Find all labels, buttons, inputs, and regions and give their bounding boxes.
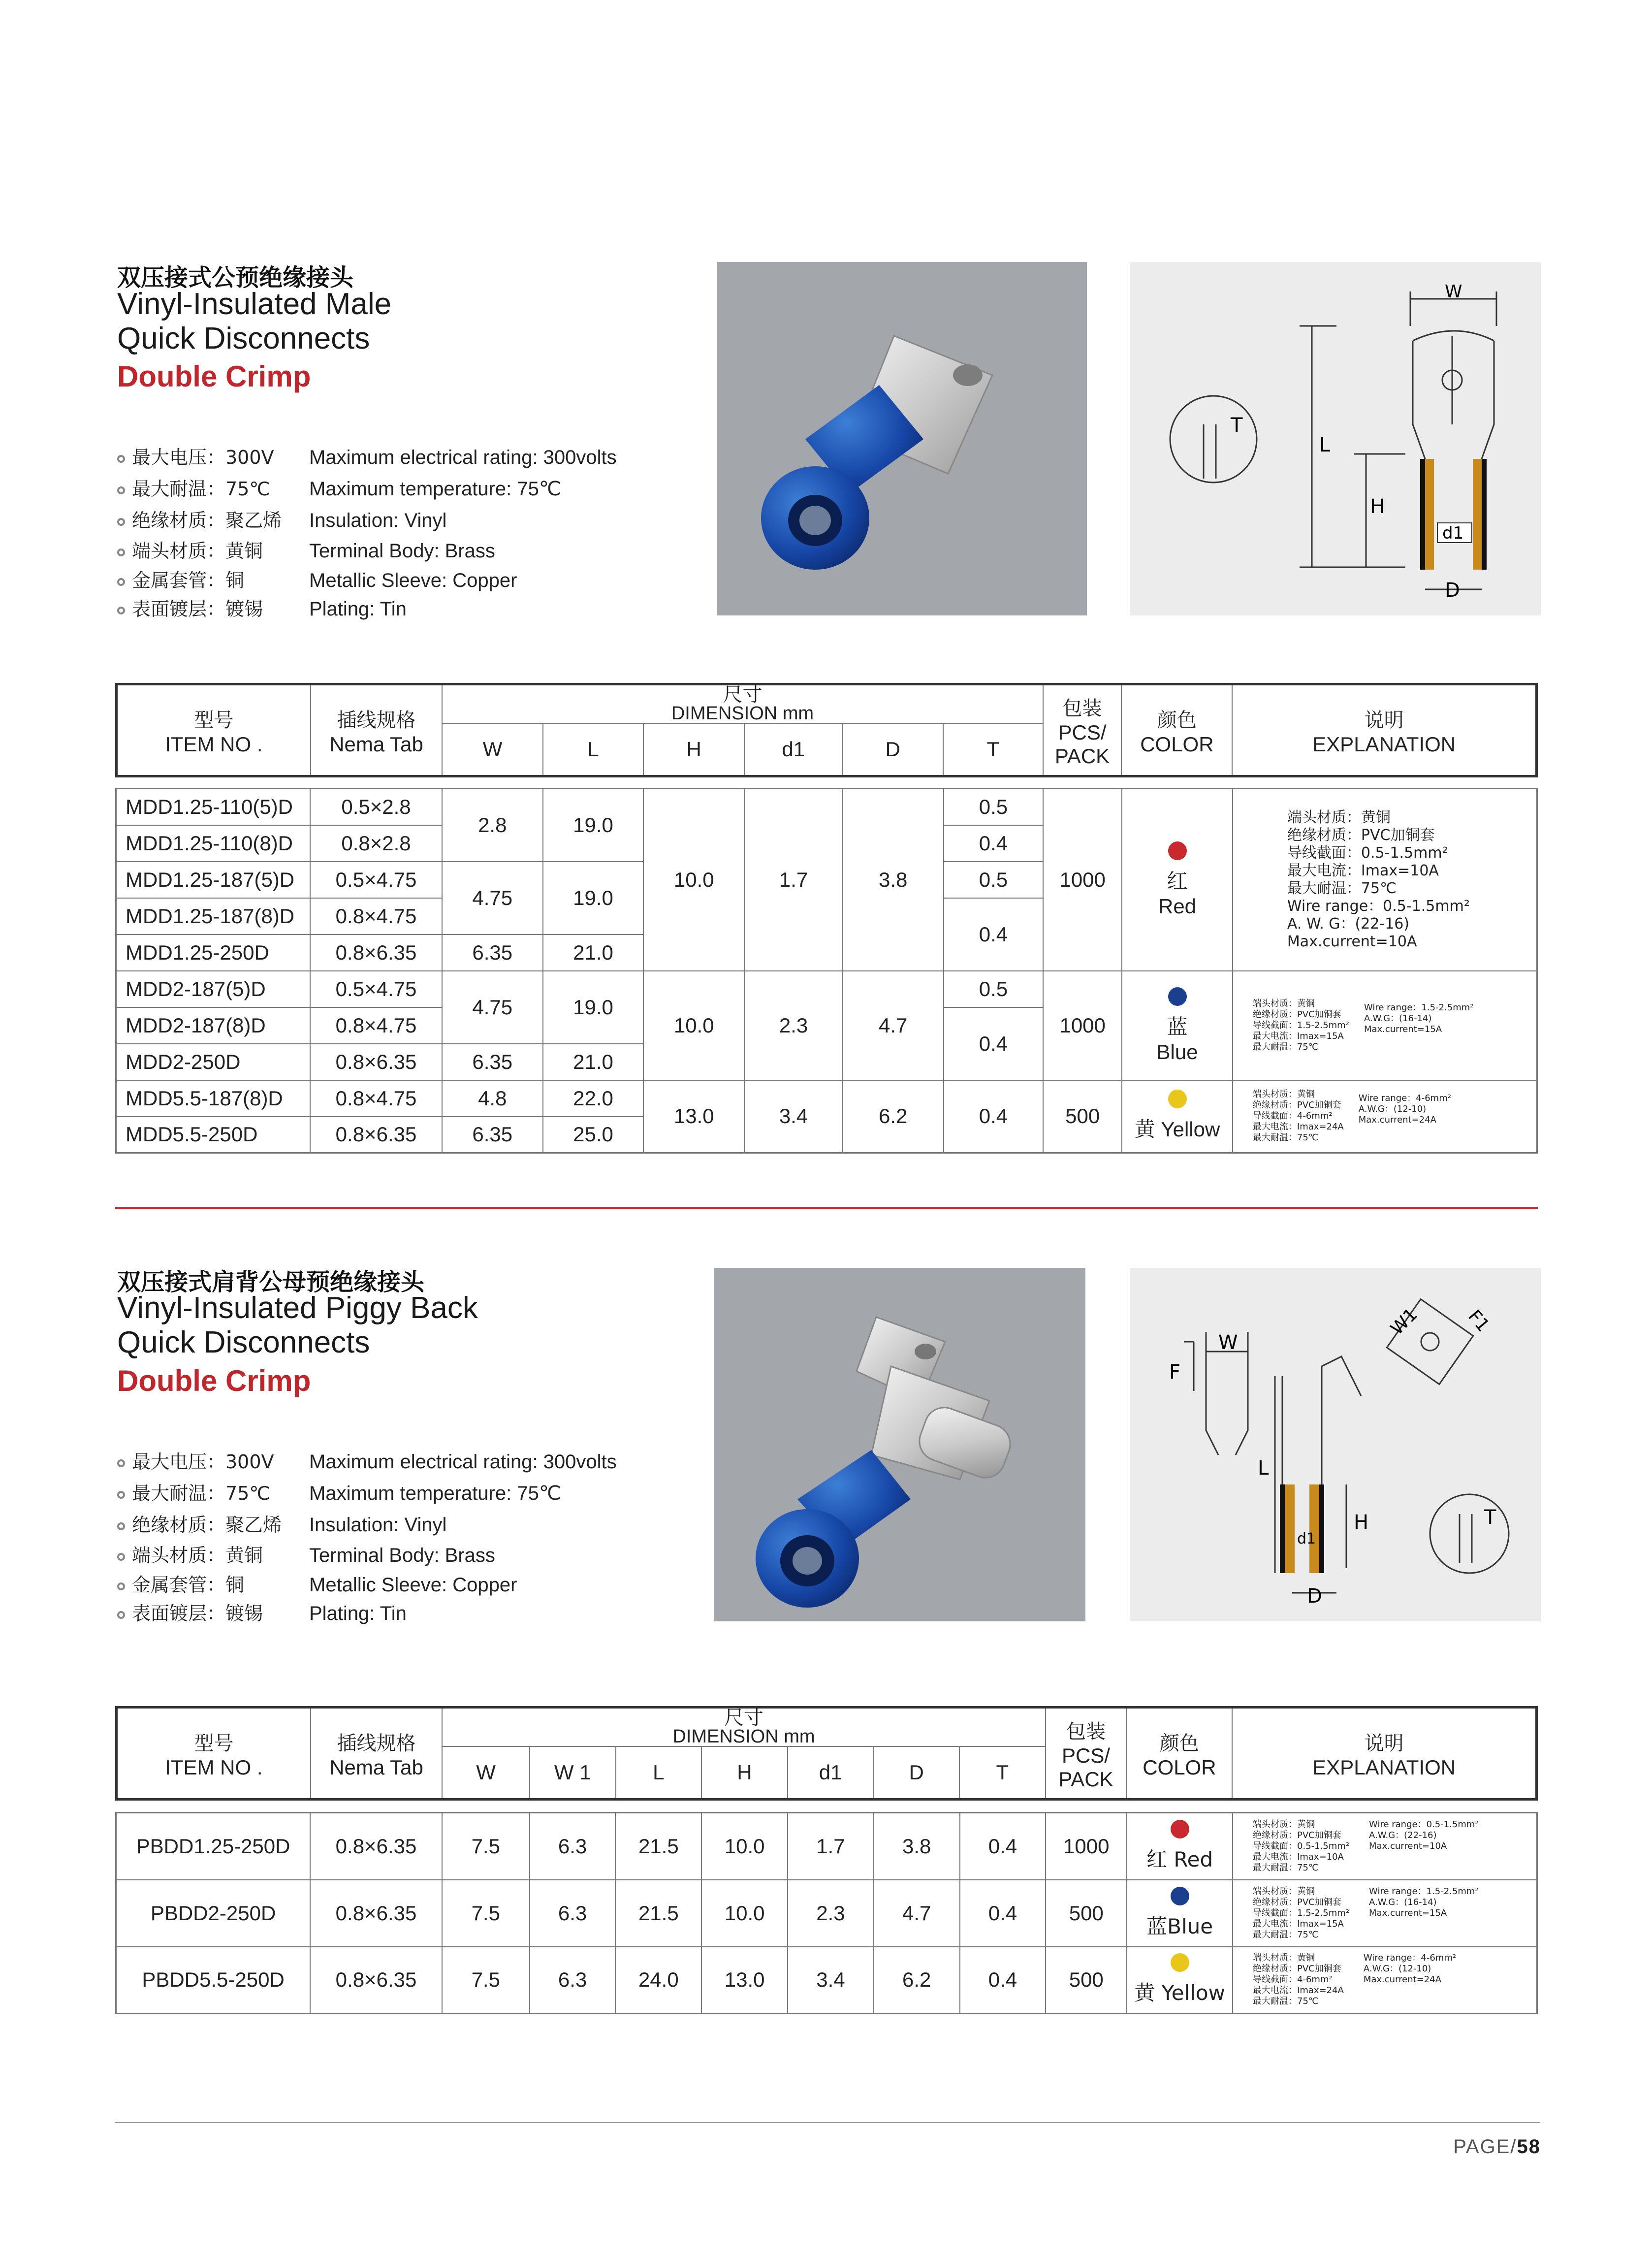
dim-d1: 2.3 (744, 971, 843, 1080)
item-no: MDD1.25-187(8)D (116, 898, 311, 935)
page-label: PAGE/ (1453, 2136, 1517, 2158)
color-cn: 蓝 (1167, 1014, 1188, 1039)
expl-line: 绝缘材质：PVC加铜套 (1253, 1830, 1341, 1840)
th-dim: d1 (788, 1746, 874, 1800)
spec-row (117, 594, 617, 622)
dim-h: 10.0 (643, 789, 744, 971)
table1-header (115, 683, 1538, 777)
th-item-en: ITEM NO . (165, 732, 263, 756)
male-disconnect-illustration (717, 262, 1087, 615)
spec-en: Maximum electrical rating: 300volts (309, 447, 617, 468)
dim-label-w1: W1 (1387, 1304, 1422, 1339)
item-no: MDD2-250D (116, 1044, 311, 1080)
th-nema (311, 684, 443, 776)
th-dim: H (701, 1746, 788, 1800)
spec-en: Terminal Body: Brass (309, 1545, 495, 1566)
nema-tab: 0.8×6.35 (310, 1947, 442, 2014)
dim-h: 10.0 (701, 1880, 788, 1947)
th-pack-en2: PACK (1054, 744, 1110, 768)
th-dim: D (873, 1746, 959, 1800)
th-nema-en: Nema Tab (329, 1755, 423, 1779)
section1-title-en-2: Quick Disconnects (117, 322, 370, 355)
expl-line: 端头材质：黄铜 (1252, 998, 1315, 1009)
dim-w: 4.75 (442, 971, 543, 1044)
expl-line: Wire range：4-6mm² (1363, 1953, 1457, 1964)
item-no: PBDD5.5-250D (116, 1947, 311, 2014)
expl-line: 端头材质：黄铜 (1287, 808, 1391, 826)
th-pack-cn: 包装 (1062, 697, 1102, 720)
dim-l: 19.0 (543, 971, 644, 1044)
dim-h: 13.0 (701, 1947, 788, 2014)
dim-d1: 2.3 (788, 1880, 874, 1947)
dim-t: 0.4 (960, 1813, 1046, 1880)
th-color (1121, 684, 1232, 776)
dim-w1: 6.3 (530, 1813, 616, 1880)
footer-divider (115, 2122, 1540, 2123)
th-pack (1046, 1708, 1127, 1800)
spec-cn: 金属套管：铜 (117, 1570, 309, 1597)
expl-line: 导线截面：1.5-2.5mm² (1252, 1020, 1349, 1031)
item-no: MDD1.25-250D (116, 935, 311, 971)
table1-body (115, 788, 1538, 1154)
spec-cn: 绝缘材质：聚乙烯 (117, 505, 309, 532)
th-color-en: COLOR (1143, 1755, 1216, 1779)
expl-line: 导线截面：0.5-1.5mm² (1253, 1840, 1350, 1851)
nema-tab: 0.8×6.35 (310, 1813, 442, 1880)
table-row (116, 789, 1537, 825)
th-expl-en: EXPLANATION (1312, 732, 1456, 756)
blue-dot-icon (1171, 1887, 1189, 1905)
dim-w: 2.8 (442, 789, 543, 862)
section1-title-en-1: Vinyl-Insulated Male (117, 287, 392, 321)
th-explanation (1232, 684, 1536, 776)
dim-label-d: D (1307, 1585, 1322, 1608)
nema-tab: 0.8×2.8 (310, 825, 442, 862)
expl-line: 端头材质：黄铜 (1253, 1953, 1315, 1964)
color-cell (1122, 971, 1233, 1080)
dim-label-t: T (1231, 414, 1243, 437)
expl-line: 最大耐温：75℃ (1253, 1862, 1319, 1873)
th-pack-en2: PACK (1058, 1767, 1113, 1791)
th-expl-cn: 说明 (1364, 709, 1404, 732)
th-nema-cn: 插线规格 (337, 1732, 416, 1755)
th-dim: d1 (744, 723, 843, 776)
page-number: 58 (1517, 2136, 1541, 2158)
section2-title-red: Double Crimp (117, 1364, 311, 1397)
expl-line: A.W.G：(22-16) (1369, 1830, 1437, 1840)
color-en: Yellow (1161, 1118, 1220, 1141)
dim-l: 19.0 (543, 862, 644, 935)
color-label: 黄 Yellow (1134, 1981, 1225, 2005)
dim-t: 0.4 (944, 1080, 1044, 1153)
spec-en: Metallic Sleeve: Copper (309, 570, 517, 591)
expl-line: 最大耐温：75℃ (1253, 1996, 1319, 2007)
dim-d: 4.7 (874, 1880, 960, 1947)
th-item (117, 684, 311, 776)
th-item (117, 1708, 311, 1800)
spec-en: Plating: Tin (309, 598, 407, 620)
item-no: PBDD1.25-250D (116, 1813, 311, 1880)
expl-line: A.W.G：(12-10) (1358, 1104, 1427, 1115)
nema-tab: 0.5×2.8 (310, 789, 442, 825)
dim-l: 22.0 (543, 1080, 644, 1117)
dim-label-t: T (1484, 1506, 1496, 1529)
th-dim: W 1 (530, 1746, 616, 1800)
th-dim: W (442, 723, 543, 776)
spec-row (117, 1478, 617, 1510)
pack-qty: 500 (1046, 1947, 1127, 2014)
dim-l: 21.5 (615, 1813, 701, 1880)
spec-row (117, 565, 617, 594)
spec-row (117, 1447, 617, 1478)
pack-qty: 500 (1046, 1880, 1127, 1947)
dim-d: 3.8 (874, 1813, 960, 1880)
th-pack-en1: PCS/ (1062, 1743, 1111, 1767)
dim-t: 0.5 (944, 971, 1044, 1007)
section2-title-en-2: Quick Disconnects (117, 1325, 370, 1359)
dim-label-d: D (1445, 579, 1460, 602)
dim-label-h: H (1370, 495, 1385, 518)
dim-w1: 6.3 (530, 1880, 616, 1947)
color-cn: 黄 (1134, 1117, 1155, 1142)
expl-line: 最大电流：Imax=15A (1252, 1031, 1344, 1041)
item-no: MDD5.5-187(8)D (116, 1080, 311, 1117)
th-item-cn: 型号 (194, 1732, 234, 1755)
spec-row (117, 442, 617, 474)
th-expl-cn: 说明 (1364, 1732, 1404, 1755)
dim-w: 7.5 (442, 1947, 530, 2014)
yellow-dot-icon (1171, 1953, 1189, 1972)
spec-row (117, 1570, 617, 1598)
explanation-blue (1233, 1880, 1537, 1947)
expl-line: 最大耐温：75℃ (1253, 1929, 1319, 1940)
th-dim: L (543, 723, 644, 776)
expl-line: Wire range：1.5-2.5mm² (1369, 1886, 1479, 1897)
spec-en: Plating: Tin (309, 1603, 407, 1624)
dim-label-w: W (1445, 282, 1462, 302)
page-indicator (1453, 2136, 1541, 2158)
dim-l: 19.0 (543, 789, 644, 862)
product-photo-male-disconnect (717, 262, 1087, 615)
dim-w: 4.75 (442, 862, 543, 935)
red-dot-icon (1171, 1820, 1189, 1838)
dim-w: 6.35 (442, 1117, 543, 1153)
spec-row (117, 1598, 617, 1627)
table-row (116, 1813, 1537, 1880)
th-dimension (442, 684, 1043, 724)
th-color-en: COLOR (1140, 732, 1214, 756)
dim-h: 13.0 (643, 1080, 744, 1153)
expl-line: 绝缘材质：PVC加铜套 (1252, 1100, 1341, 1111)
th-nema (311, 1708, 443, 1800)
expl-line: 最大电流：Imax=10A (1253, 1851, 1344, 1862)
spec-row (117, 536, 617, 565)
spec-en: Metallic Sleeve: Copper (309, 1574, 517, 1596)
technical-drawing-male (1130, 262, 1541, 615)
pack-qty: 1000 (1043, 789, 1122, 971)
expl-line: 最大耐温：75℃ (1287, 879, 1397, 897)
th-item-cn: 型号 (194, 709, 234, 732)
expl-line: A.W.G：(12-10) (1363, 1964, 1431, 1974)
dim-l: 21.0 (543, 935, 644, 971)
color-label: 红 Red (1146, 1847, 1213, 1871)
spec-row (117, 505, 617, 536)
th-color (1126, 1708, 1232, 1800)
piggy-back-dimension-drawing (1130, 1268, 1541, 1621)
nema-tab: 0.5×4.75 (310, 862, 442, 898)
table-row (116, 971, 1537, 1007)
spec-cn: 最大耐温：75℃ (117, 474, 309, 501)
dim-l: 25.0 (543, 1117, 644, 1153)
blue-dot-icon (1168, 987, 1187, 1006)
section1-title-cn: 双压接式公预绝缘接头 (117, 264, 354, 291)
expl-line: 绝缘材质：PVC加铜套 (1253, 1964, 1341, 1974)
spec-row (117, 474, 617, 505)
th-dim: T (943, 723, 1043, 776)
th-dim-cn: 尺寸 (723, 683, 762, 706)
explanation-yellow (1233, 1080, 1537, 1153)
dim-t: 0.5 (944, 862, 1044, 898)
dim-w: 7.5 (442, 1880, 530, 1947)
expl-line: Max.current=10A (1369, 1840, 1447, 1851)
th-pack-en1: PCS/ (1058, 720, 1107, 744)
expl-line: 最大电流：Imax=24A (1252, 1122, 1344, 1132)
spec-cn: 端头材质：黄铜 (117, 536, 309, 563)
section1-spec-list (117, 442, 617, 622)
color-en: Blue (1156, 1040, 1198, 1064)
nema-tab: 0.8×4.75 (310, 898, 442, 935)
expl-line: 最大电流：Imax=15A (1253, 1918, 1344, 1929)
dim-w: 7.5 (442, 1813, 530, 1880)
table2-body (115, 1812, 1538, 2014)
nema-tab: 0.5×4.75 (310, 971, 442, 1007)
spec-en: Maximum electrical rating: 300volts (309, 1451, 617, 1473)
technical-drawing-piggy-back (1130, 1268, 1541, 1621)
expl-line: 导线截面：4-6mm² (1253, 1974, 1333, 1985)
nema-tab: 0.8×6.35 (310, 935, 442, 971)
dim-t: 0.5 (944, 789, 1044, 825)
dim-w: 6.35 (442, 1044, 543, 1080)
th-dim: D (843, 723, 944, 776)
dim-d: 3.8 (843, 789, 944, 971)
spec-cn: 最大电压：300V (117, 442, 309, 469)
expl-line: Wire range：0.5-1.5mm² (1287, 897, 1470, 915)
dim-l: 24.0 (615, 1947, 701, 2014)
expl-line: Wire range：0.5-1.5mm² (1369, 1819, 1479, 1830)
red-dot-icon (1168, 841, 1187, 860)
explanation-red (1233, 1813, 1537, 1880)
dim-h: 10.0 (643, 971, 744, 1080)
dim-label-d1: d1 (1442, 523, 1464, 543)
expl-line: 绝缘材质：PVC加铜套 (1287, 826, 1435, 844)
dim-d: 6.2 (874, 1947, 960, 2014)
item-no: MDD2-187(5)D (116, 971, 311, 1007)
dim-l: 21.0 (543, 1044, 644, 1080)
dim-w: 6.35 (442, 935, 543, 971)
dim-t: 0.4 (944, 825, 1044, 862)
section2-spec-list (117, 1447, 617, 1627)
spec-cn: 金属套管：铜 (117, 565, 309, 592)
table-row (116, 1080, 1537, 1117)
dim-label-f1: F1 (1464, 1306, 1493, 1336)
expl-line: 导线截面：0.5-1.5mm² (1287, 844, 1448, 862)
expl-line: 导线截面：4-6mm² (1252, 1111, 1333, 1122)
dim-t: 0.4 (944, 898, 1044, 971)
dim-w1: 6.3 (530, 1947, 616, 2014)
expl-line: 最大电流：Imax=10A (1287, 862, 1439, 879)
th-dimension (442, 1708, 1045, 1747)
expl-line: 绝缘材质：PVC加铜套 (1253, 1897, 1341, 1907)
dim-d1: 3.4 (788, 1947, 874, 2014)
dim-d1: 1.7 (788, 1813, 874, 1880)
dim-t: 0.4 (944, 1007, 1044, 1080)
expl-line: Wire range：4-6mm² (1358, 1093, 1451, 1104)
nema-tab: 0.8×6.35 (310, 1044, 442, 1080)
th-expl-en: EXPLANATION (1312, 1755, 1456, 1779)
th-dim: L (616, 1746, 702, 1800)
expl-line: A.W.G：(16-14) (1369, 1897, 1437, 1907)
th-explanation (1232, 1708, 1536, 1800)
th-nema-cn: 插线规格 (337, 709, 416, 732)
item-no: MDD1.25-110(8)D (116, 825, 311, 862)
spec-row (117, 1510, 617, 1540)
dim-label-l: L (1258, 1457, 1269, 1480)
spec-en: Insulation: Vinyl (309, 1514, 447, 1536)
color-label: 蓝Blue (1146, 1914, 1213, 1938)
expl-line: Max.current=24A (1358, 1115, 1436, 1126)
spec-cn: 最大电压：300V (117, 1447, 309, 1474)
th-dim-en: DIMENSION mm (671, 703, 814, 724)
dim-label-f: F (1169, 1361, 1181, 1384)
item-no: MDD5.5-250D (116, 1117, 311, 1153)
nema-tab: 0.8×4.75 (310, 1007, 442, 1044)
spec-cn: 表面镀层：镀锡 (117, 594, 309, 621)
color-cn: 红 (1167, 869, 1188, 893)
th-dim: H (643, 723, 744, 776)
product-photo-piggy-back (714, 1268, 1085, 1621)
expl-line: Max.current=15A (1369, 1907, 1447, 1918)
expl-line: 端头材质：黄铜 (1253, 1886, 1315, 1897)
spec-en: Maximum temperature: 75℃ (309, 478, 561, 500)
explanation-yellow (1233, 1947, 1537, 2014)
spec-row (117, 1540, 617, 1570)
dim-label-w: W (1218, 1331, 1238, 1354)
item-no: MDD1.25-187(5)D (116, 862, 311, 898)
expl-line: 端头材质：黄铜 (1253, 1819, 1315, 1830)
spec-cn: 端头材质：黄铜 (117, 1540, 309, 1567)
item-no: MDD1.25-110(5)D (116, 789, 311, 825)
expl-line: Max.current=10A (1287, 933, 1417, 950)
expl-line: Max.current=24A (1363, 1974, 1442, 1985)
dim-d1: 1.7 (744, 789, 843, 971)
color-cell (1122, 1080, 1233, 1153)
dim-label-h: H (1354, 1511, 1369, 1534)
th-pack-cn: 包装 (1066, 1720, 1106, 1743)
nema-tab: 0.8×6.35 (310, 1880, 442, 1947)
section-divider (115, 1207, 1538, 1209)
expl-line: 绝缘材质：PVC加铜套 (1252, 1009, 1341, 1020)
expl-line: 最大耐温：75℃ (1252, 1132, 1319, 1143)
nema-tab: 0.8×6.35 (310, 1117, 442, 1153)
dim-h: 10.0 (701, 1813, 788, 1880)
spec-en: Terminal Body: Brass (309, 540, 495, 562)
pack-qty: 500 (1043, 1080, 1122, 1153)
pack-qty: 1000 (1043, 971, 1122, 1080)
dim-d: 4.7 (843, 971, 944, 1080)
dim-l: 21.5 (615, 1880, 701, 1947)
expl-line: Wire range：1.5-2.5mm² (1364, 1002, 1474, 1013)
spec-cn: 最大耐温：75℃ (117, 1478, 309, 1505)
piggy-back-illustration (714, 1268, 1085, 1621)
section2-title-en-1: Vinyl-Insulated Piggy Back (117, 1291, 478, 1325)
expl-line: Max.current=15A (1364, 1024, 1442, 1034)
pack-qty: 1000 (1046, 1813, 1127, 1880)
dim-w: 4.8 (442, 1080, 543, 1117)
table-row (116, 1880, 1537, 1947)
item-no: PBDD2-250D (116, 1880, 311, 1947)
th-pack (1043, 684, 1122, 776)
color-cell (1127, 1947, 1233, 2014)
spec-en: Maximum temperature: 75℃ (309, 1483, 561, 1504)
dim-t: 0.4 (960, 1947, 1046, 2014)
expl-line: A. W. G：(22-16) (1287, 915, 1410, 933)
yellow-dot-icon (1168, 1090, 1187, 1108)
th-dim-en: DIMENSION mm (672, 1726, 815, 1747)
expl-line: A.W.G：(16-14) (1364, 1013, 1432, 1024)
dim-label-l: L (1319, 434, 1331, 456)
table2-header (115, 1706, 1538, 1801)
nema-tab: 0.8×4.75 (310, 1080, 442, 1117)
dim-d1: 3.4 (744, 1080, 843, 1153)
expl-line: 导线截面：1.5-2.5mm² (1253, 1907, 1350, 1918)
th-item-en: ITEM NO . (165, 1755, 263, 1779)
explanation-red (1233, 789, 1537, 971)
expl-line: 端头材质：黄铜 (1252, 1089, 1315, 1100)
expl-line: 最大耐温：75℃ (1252, 1041, 1319, 1052)
dim-label-d1: d1 (1297, 1530, 1316, 1548)
color-cell (1127, 1813, 1233, 1880)
spec-en: Insulation: Vinyl (309, 510, 447, 531)
section2-title-cn: 双压接式肩背公母预绝缘接头 (117, 1268, 425, 1296)
th-dim: W (442, 1746, 530, 1800)
item-no: MDD2-187(8)D (116, 1007, 311, 1044)
expl-line: 最大电流：Imax=24A (1253, 1985, 1344, 1996)
color-cell (1127, 1880, 1233, 1947)
explanation-blue (1233, 971, 1537, 1080)
dim-t: 0.4 (960, 1880, 1046, 1947)
th-nema-en: Nema Tab (329, 732, 423, 756)
color-en: Red (1158, 894, 1197, 918)
th-color-cn: 颜色 (1159, 1732, 1199, 1755)
color-cell (1122, 789, 1233, 971)
section1-title-red: Double Crimp (117, 360, 311, 393)
th-dim: T (959, 1746, 1046, 1800)
spec-cn: 表面镀层：镀锡 (117, 1598, 309, 1625)
spec-cn: 绝缘材质：聚乙烯 (117, 1510, 309, 1537)
th-dim-cn: 尺寸 (724, 1707, 763, 1729)
table-row (116, 1947, 1537, 2014)
dim-d: 6.2 (843, 1080, 944, 1153)
th-color-cn: 颜色 (1157, 709, 1197, 732)
male-dimension-drawing (1130, 262, 1541, 615)
